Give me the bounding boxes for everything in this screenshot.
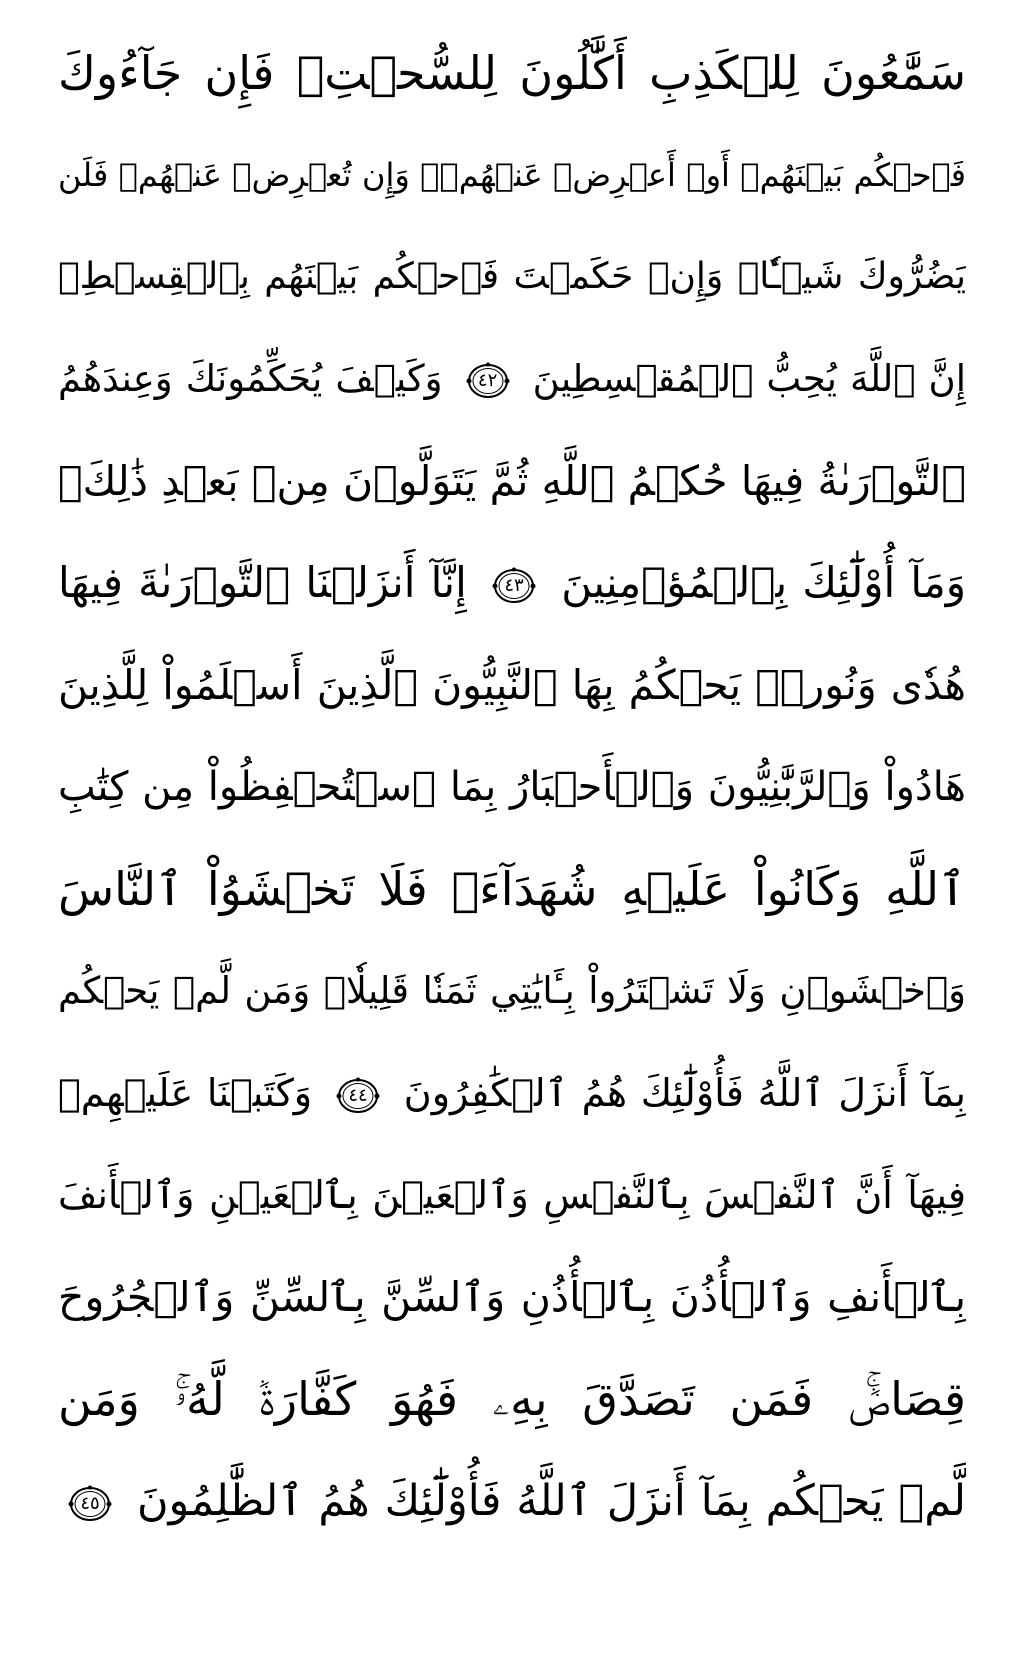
verse-text: يَضُرُّوكَ شَيۡـٔٗاۖ وَإِنۡ حَكَمۡتَ فَٱحۡكُم بَيۡنَهُم بِٱلۡقِسۡطِۚ [58,256,966,297]
verse-text: لَّمۡ يَحۡكُم بِمَآ أَنزَلَ ٱللَّهُ فَأُوْلَٰٓئِكَ هُمُ ٱلظَّٰلِمُونَ [136,1476,966,1526]
ayah-number: ٤٢ [477,369,498,391]
verse-text: فَٱحۡكُم بَيۡنَهُمۡ أَوۡ أَعۡرِضۡ عَنۡهُمۡۖ وَإِن تُعۡرِضۡ عَنۡهُمۡ فَلَن [58,156,966,194]
line-content [58,532,966,634]
verse-text: قِصَاصٞۚ فَمَن تَصَدَّقَ بِهِۦ فَهُوَ كَفَّارَةٞ لَّهُۥۚ وَمَن [58,1372,966,1426]
verse-text: وَٱخۡشَوۡنِ وَلَا تَشۡتَرُواْ بِـَٔايَٰتِي ثَمَنٗا قَلِيلٗاۚ وَمَن لَّمۡ يَحۡكُم [58,969,966,1012]
ayah-number: ٤٤ [348,1084,368,1106]
verse-text: وَمَآ أُوْلَٰٓئِكَ بِٱلۡمُؤۡمِنِينَ [561,558,966,607]
ayah-end-marker [464,361,512,401]
ayah-end-marker [334,1076,382,1116]
text-line [58,1450,966,1552]
line-content [58,1348,966,1450]
text-line [58,838,966,940]
verse-text: ٱللَّهِ وَكَانُواْ عَلَيۡهِ شُهَدَآءَۚ فَلَا تَخۡشَوُاْ ٱلنَّاسَ [58,862,966,916]
verse-text: فِيهَآ أَنَّ ٱلنَّفۡسَ بِٱلنَّفۡسِ وَٱلۡعَيۡنَ بِٱلۡعَيۡنِ وَٱلۡأَنفَ [58,1173,966,1217]
text-line [58,1348,966,1450]
verse-text: هَادُواْ وَٱلرَّبَّٰنِيُّونَ وَٱلۡأَحۡبَارُ بِمَا ٱسۡتُحۡفِظُواْ مِن كِتَٰبِ [58,764,966,810]
line-content [58,430,966,532]
ayah-number: ٤٥ [80,1492,100,1514]
line-content [58,838,966,940]
verse-text: ٱلتَّوۡرَىٰةُ فِيهَا حُكۡمُ ٱللَّهِ ثُمَّ يَتَوَلَّوۡنَ مِنۢ بَعۡدِ ذَٰلِكَۚ [58,457,966,505]
text-line [58,1144,966,1246]
verse-text: بِمَآ أَنزَلَ ٱللَّهُ فَأُوْلَٰٓئِكَ هُمُ ٱلۡكَٰفِرُونَ [403,1071,966,1115]
text-line [58,328,966,430]
line-content [58,328,966,430]
line-content [58,1042,966,1144]
line-content [58,736,966,838]
ayah-end-marker [490,566,538,606]
verse-text: هُدٗى وَنُورٞۚ يَحۡكُمُ بِهَا ٱلنَّبِيُّونَ ٱلَّذِينَ أَسۡلَمُواْ لِلَّذِينَ [58,661,966,709]
quran-text-block [58,22,966,1552]
verse-text: سَمَّٰعُونَ لِلۡكَذِبِ أَكَّٰلُونَ لِلسُّحۡتِۚ فَإِن جَآءُوكَ [58,46,966,100]
text-line [58,634,966,736]
line-content [58,22,966,124]
text-line [58,1246,966,1348]
line-content [58,1144,966,1246]
verse-text: إِنَّآ أَنزَلۡنَا ٱلتَّوۡرَىٰةَ فِيهَا [58,558,467,607]
text-line [58,226,966,328]
line-content [58,1246,966,1348]
text-line [58,1042,966,1144]
line-content [58,226,966,328]
ayah-end-marker [66,1484,114,1524]
text-line [58,532,966,634]
line-content [58,124,966,226]
line-content [58,1450,966,1552]
verse-text: وَكَتَبۡنَا عَلَيۡهِمۡ [58,1071,313,1115]
text-line [58,940,966,1042]
text-line [58,736,966,838]
verse-text: إِنَّ ٱللَّهَ يُحِبُّ ٱلۡمُقۡسِطِينَ [532,357,966,400]
text-line [58,22,966,124]
line-content [58,940,966,1042]
text-line [58,430,966,532]
ayah-number: ٤٣ [504,574,524,596]
line-content [58,634,966,736]
verse-text: بِٱلۡأَنفِ وَٱلۡأُذُنَ بِٱلۡأُذُنِ وَٱلسِّنَّ بِٱلسِّنِّ وَٱلۡجُرُوحَ [58,1273,966,1321]
verse-text: وَكَيۡفَ يُحَكِّمُونَكَ وَعِندَهُمُ [58,357,443,400]
text-line [58,124,966,226]
